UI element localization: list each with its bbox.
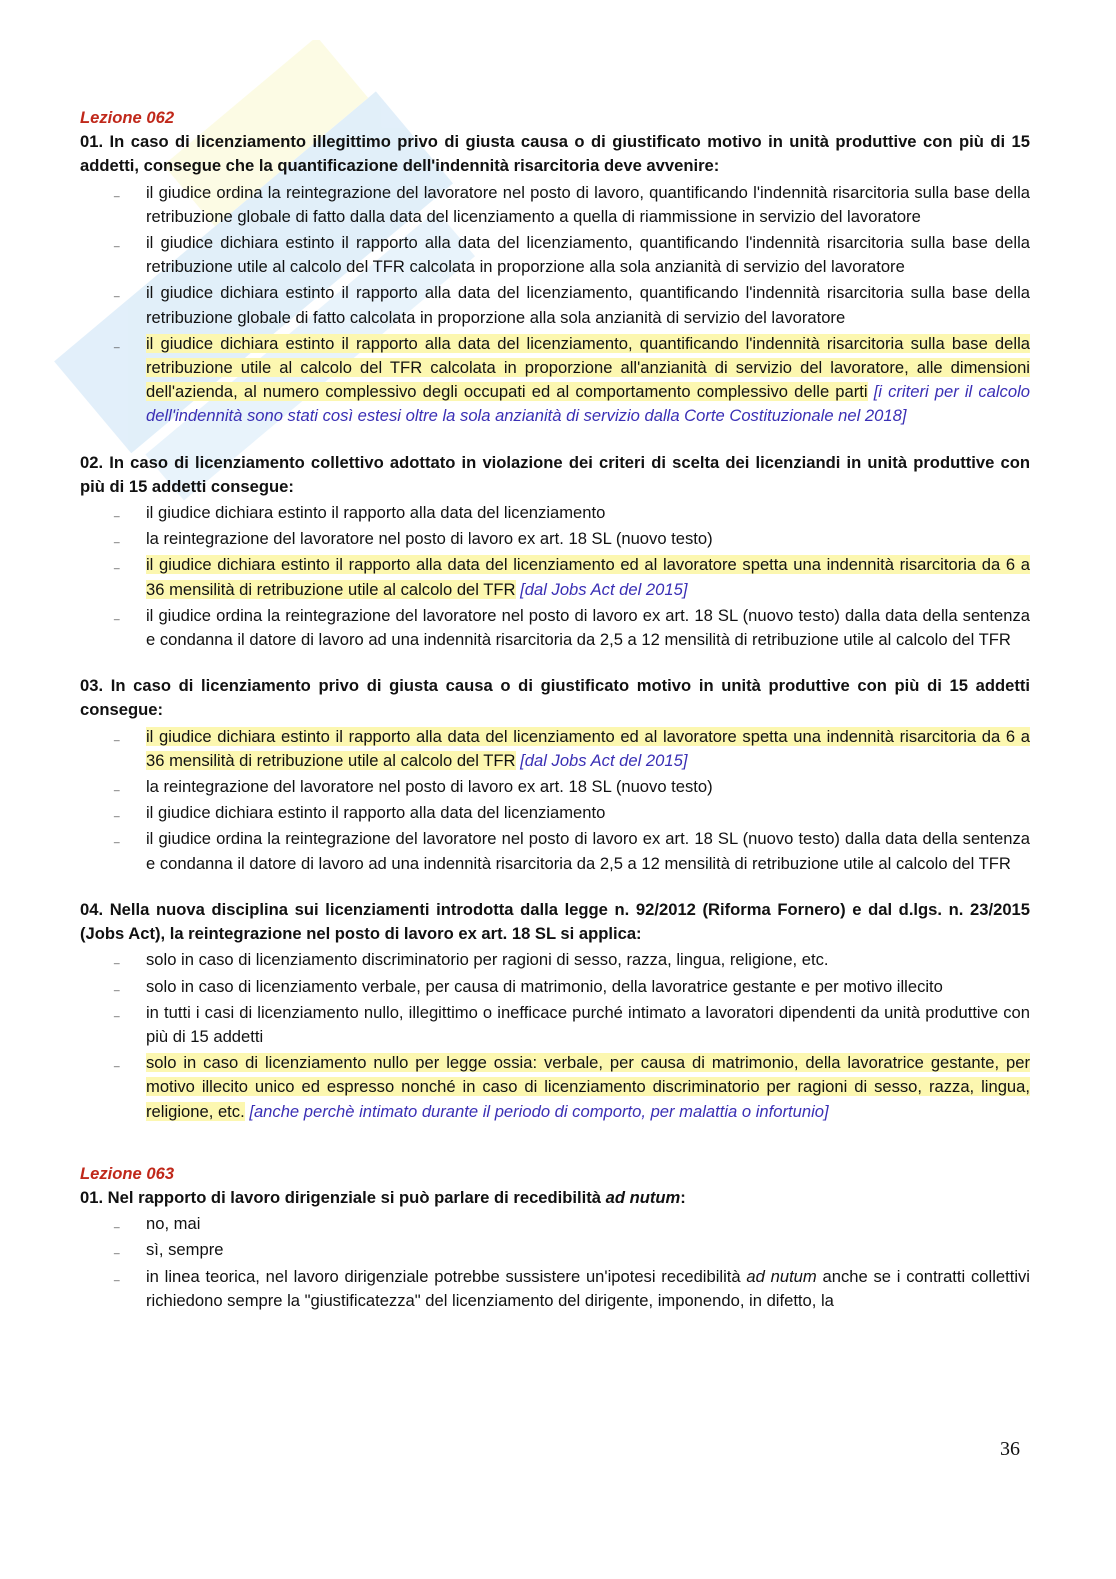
answer-option bbox=[80, 604, 1030, 652]
answer-text: sì, sempre bbox=[146, 1240, 224, 1260]
answer-option bbox=[80, 801, 1030, 825]
question-block bbox=[80, 451, 1030, 653]
page-content bbox=[80, 106, 1030, 1335]
correct-answer-option bbox=[80, 332, 1030, 429]
correct-answer-option bbox=[80, 553, 1030, 601]
answer-option bbox=[80, 1212, 1030, 1236]
answer-option bbox=[80, 1238, 1030, 1262]
answer-option bbox=[80, 1001, 1030, 1049]
answer-text: il giudice dichiara estinto il rapporto alla data del licenziamento, quantificando l'indennità risarcitoria sulla base della retribuzione globale di fatto calcolata in proporzione alla sola anzianità di servizio del lavoratore bbox=[146, 283, 1030, 327]
answer-option bbox=[80, 281, 1030, 329]
answer-option bbox=[80, 775, 1030, 799]
question-block bbox=[80, 674, 1030, 876]
answer-option bbox=[80, 181, 1030, 229]
answer-text: il giudice dichiara estinto il rapporto alla data del licenziamento bbox=[146, 503, 606, 523]
bullet-icon: _ bbox=[114, 833, 120, 845]
bullet-icon: _ bbox=[114, 781, 120, 793]
bullet-icon: _ bbox=[114, 1057, 120, 1069]
bullet-icon: _ bbox=[114, 954, 120, 966]
question-text bbox=[80, 1186, 1030, 1210]
correct-answer-option bbox=[80, 725, 1030, 773]
answer-note: [i criteri per il calcolo dell'indennità sono stati così estesi oltre la sola anzianità di servizio dalla Corte Costituzionale nel 2018] bbox=[146, 382, 1030, 426]
answer-text: il giudice dichiara estinto il rapporto alla data del licenziamento ed al lavoratore spetta una indennità risarcitoria da 6 a 36 mensilità di retribuzione utile al calcolo del TFR bbox=[146, 555, 1030, 599]
answer-option bbox=[80, 827, 1030, 875]
bullet-icon: _ bbox=[114, 559, 120, 571]
answer-option bbox=[80, 501, 1030, 525]
answer-option bbox=[80, 527, 1030, 551]
answer-text: la reintegrazione del lavoratore nel posto di lavoro ex art. 18 SL (nuovo testo) bbox=[146, 777, 713, 797]
bullet-icon: _ bbox=[114, 237, 120, 249]
answer-text: solo in caso di licenziamento verbale, per causa di matrimonio, della lavoratrice gestante e per motivo illecito bbox=[146, 976, 943, 996]
bullet-icon: _ bbox=[114, 287, 120, 299]
answer-option bbox=[80, 1265, 1030, 1313]
question-text: 03. In caso di licenziamento privo di giusta causa o di giustificato motivo in unità produttive con più di 15 addetti consegue: bbox=[80, 676, 1030, 720]
answer-list bbox=[80, 181, 1030, 429]
lesson-heading: Lezione 062 bbox=[80, 108, 175, 127]
answer-text: solo in caso di licenziamento discriminatorio per ragioni di sesso, razza, lingua, religione, etc. bbox=[146, 950, 829, 970]
question-text: 01. In caso di licenziamento illegittimo privo di giusta causa o di giustificato motivo in unità produttive con più di 15 addetti, consegue che la quantificazione dell'indennità risarcitoria deve avvenire: bbox=[80, 132, 1030, 176]
lesson-heading: Lezione 063 bbox=[80, 1163, 175, 1183]
question-text-italic: ad nutum bbox=[605, 1187, 681, 1207]
page-number: 36 bbox=[1000, 1438, 1020, 1460]
answer-text: solo in caso di licenziamento nullo per legge ossia: verbale, per causa di matrimonio, della lavoratrice gestante, per motivo illecito unico ed espresso nonché in caso di licenziamento discriminatorio per ragioni di sesso, razza, lingua, religione, etc. bbox=[146, 1053, 1030, 1121]
answer-text: il giudice ordina la reintegrazione del lavoratore nel posto di lavoro ex art. 18 SL (nuovo testo) dalla data della sentenza e condanna il datore di lavoro ad una indennità risarcitoria da 2,5 a 12 mensilità di retribuzione utile al calcolo del TFR bbox=[146, 605, 1030, 650]
question-text-part: : bbox=[680, 1187, 686, 1207]
bullet-icon: _ bbox=[114, 807, 120, 819]
bullet-icon: _ bbox=[114, 730, 120, 742]
bullet-icon: _ bbox=[114, 507, 120, 519]
bullet-icon: _ bbox=[114, 609, 120, 621]
answer-text: in tutti i casi di licenziamento nullo, illegittimo o inefficace purché intimato a lavoratori dipendenti da unità produttive con più di 15 addetti bbox=[146, 1002, 1030, 1046]
question-block bbox=[80, 898, 1030, 1124]
answer-note: [dal Jobs Act del 2015] bbox=[520, 579, 688, 599]
answer-text: il giudice ordina la reintegrazione del lavoratore nel posto di lavoro, quantificando l'indennità risarcitoria sulla base della retribuzione globale di fatto dalla data del licenziamento a quella di riammissione in servizio del lavoratore bbox=[146, 182, 1030, 226]
answer-text: no, mai bbox=[146, 1214, 201, 1234]
bullet-icon: _ bbox=[114, 1218, 120, 1230]
bullet-icon: _ bbox=[114, 1270, 120, 1282]
answer-text: il giudice ordina la reintegrazione del lavoratore nel posto di lavoro ex art. 18 SL (nuovo testo) dalla data della sentenza e condanna il datore di lavoro ad una indennità risarcitoria da 2,5 a 12 mensilità di retribuzione utile al calcolo del TFR bbox=[146, 829, 1030, 873]
answer-text: il giudice dichiara estinto il rapporto alla data del licenziamento ed al lavoratore spetta una indennità risarcitoria da 6 a 36 mensilità di retribuzione utile al calcolo del TFR bbox=[146, 726, 1030, 770]
question-block bbox=[80, 1186, 1030, 1313]
answer-text: il giudice dichiara estinto il rapporto alla data del licenziamento bbox=[146, 803, 606, 823]
bullet-icon: _ bbox=[114, 533, 120, 545]
answer-list bbox=[80, 1212, 1030, 1313]
bullet-icon: _ bbox=[114, 337, 120, 349]
answer-option bbox=[80, 948, 1030, 972]
bullet-icon: _ bbox=[114, 1244, 120, 1256]
bullet-icon: _ bbox=[114, 186, 120, 198]
question-block bbox=[80, 130, 1030, 428]
correct-answer-option bbox=[80, 1051, 1030, 1124]
bullet-icon: _ bbox=[114, 1006, 120, 1018]
answer-text: il giudice dichiara estinto il rapporto alla data del licenziamento, quantificando l'indennità risarcitoria sulla base della retribuzione utile al calcolo del TFR calcolata in proporzione alla sola anzianità di servizio del lavoratore bbox=[146, 233, 1030, 277]
answer-option bbox=[80, 975, 1030, 999]
answer-text: la reintegrazione del lavoratore nel posto di lavoro ex art. 18 SL (nuovo testo) bbox=[146, 529, 713, 549]
question-text: 04. Nella nuova disciplina sui licenziamenti introdotta dalla legge n. 92/2012 (Riforma Fornero) e dal d.lgs. n. 23/2015 (Jobs Act), la reintegrazione nel posto di lavoro ex art. 18 SL si applica: bbox=[80, 899, 1030, 944]
answer-text: il giudice dichiara estinto il rapporto alla data del licenziamento, quantificando l'indennità risarcitoria sulla base della retribuzione utile al calcolo del TFR calcolata in proporzione all'anzianità di servizio del lavoratore, alle dimensioni dell'azienda, al numero complessivo degli occupati ed al comportamento complessivo delle parti bbox=[146, 333, 1030, 402]
answer-list bbox=[80, 725, 1030, 876]
answer-text-part: in linea teorica, nel lavoro dirigenziale potrebbe sussistere un'ipotesi recedibilità bbox=[146, 1266, 747, 1286]
answer-text bbox=[146, 1267, 1030, 1310]
bullet-icon: _ bbox=[114, 980, 120, 992]
answer-list bbox=[80, 948, 1030, 1123]
question-text-part: 01. Nel rapporto di lavoro dirigenziale si può parlare di recedibilità bbox=[80, 1187, 606, 1207]
answer-option bbox=[80, 231, 1030, 279]
question-text: 02. In caso di licenziamento collettivo adottato in violazione dei criteri di scelta dei licenziandi in unità produttive con più di 15 addetti consegue: bbox=[80, 452, 1030, 496]
answer-note: [anche perchè intimato durante il periodo di comporto, per malattia o infortunio] bbox=[249, 1101, 829, 1121]
answer-text-italic: ad nutum bbox=[746, 1266, 817, 1286]
answer-list bbox=[80, 501, 1030, 652]
answer-note: [dal Jobs Act del 2015] bbox=[520, 750, 688, 770]
answer-text-part: anche se i contratti collettivi richiedono sempre la "giustificatezza" del licenziamento del dirigente, imponendo, in difetto, la bbox=[146, 1266, 1030, 1310]
